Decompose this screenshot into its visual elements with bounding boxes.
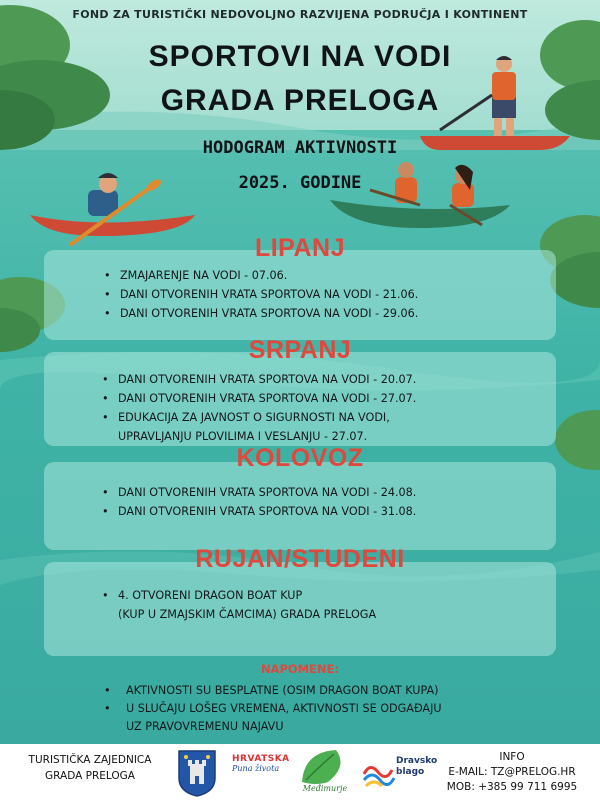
email-link[interactable]: E-MAIL: TZ@PRELOG.HR — [448, 766, 576, 778]
month-heading-sept-nov: RUJAN/STUDENI — [195, 545, 405, 573]
activity-list-sept-nov — [98, 586, 376, 624]
activity-list-june — [100, 266, 418, 323]
subtitle-line2: 2025. GODINE — [238, 173, 362, 193]
page-title-line2: GRADA PRELOGA — [160, 84, 440, 117]
list-item: • DANI OTVORENIH VRATA SPORTOVA NA VODI - 24.08. — [98, 483, 416, 502]
list-item: • DANI OTVORENIH VRATA SPORTOVA NA VODI - 29.06. — [100, 304, 418, 323]
leaf-icon — [298, 746, 352, 786]
month-heading-july: SRPANJ — [248, 336, 352, 364]
prelog-coat-of-arms-icon — [176, 748, 218, 798]
contact-info — [432, 750, 592, 795]
medimurje-wordmark: Međimurje — [302, 784, 348, 793]
medimurje-logo — [298, 746, 352, 798]
list-item-continuation: UPRAVLJANJU PLOVILIMA I VESLANJU - 27.07. — [118, 430, 368, 443]
list-item: • EDUKACIJA ZA JAVNOST O SIGURNOSTI NA VODI, — [98, 408, 416, 427]
list-item: • DANI OTVORENIH VRATA SPORTOVA NA VODI - 21.06. — [100, 285, 418, 304]
hrvatska-tagline: Puna života — [232, 764, 280, 773]
hrvatska-wordmark: HRVATSKA — [232, 754, 290, 764]
list-item: • DANI OTVORENIH VRATA SPORTOVA NA VODI - 20.07. — [98, 370, 416, 389]
month-heading-august: KOLOVOZ — [236, 444, 364, 472]
dravsko-swirl-icon — [360, 752, 396, 792]
note-item-continuation: UZ PRAVOVREMENU NAJAVU — [126, 720, 284, 733]
fund-banner: FOND ZA TURISTIČKI NEDOVOLJNO RAZVIJENA PODRUČJA I KONTINENT — [72, 8, 528, 21]
note-item: • AKTIVNOSTI SU BESPLATNE (OSIM DRAGON BOAT KUPA) — [104, 682, 442, 700]
organization-name — [10, 752, 170, 784]
list-item-continuation: (KUP U ZMAJSKIM ČAMCIMA) GRADA PRELOGA — [118, 608, 377, 621]
list-item: • ZMAJARENJE NA VODI - 07.06. — [100, 266, 418, 285]
dravsko-blago-logo — [360, 752, 440, 796]
phone-link[interactable]: MOB: +385 99 711 6995 — [446, 781, 578, 793]
dravsko-wordmark: Dravsko blago — [396, 756, 438, 777]
page-title-line1: SPORTOVI NA VODI — [148, 40, 452, 73]
activity-list-august — [98, 483, 416, 521]
info-title: INFO — [499, 751, 525, 763]
list-item: • DANI OTVORENIH VRATA SPORTOVA NA VODI - 31.08. — [98, 502, 416, 521]
notes-heading: NAPOMENE: — [260, 662, 340, 676]
list-item: • DANI OTVORENIH VRATA SPORTOVA NA VODI - 27.07. — [98, 389, 416, 408]
activity-list-july — [98, 370, 416, 446]
month-heading-june: LIPANJ — [254, 234, 346, 262]
org-line2: GRADA PRELOGA — [45, 770, 135, 782]
org-line1: TURISTIČKA ZAJEDNICA — [28, 754, 152, 766]
note-item: • U SLUČAJU LOŠEG VREMENA, AKTIVNOSTI SE ODGAĐAJU — [104, 700, 442, 718]
canoe — [330, 162, 510, 228]
footer — [0, 744, 600, 800]
subtitle-line1: HODOGRAM AKTIVNOSTI — [202, 138, 398, 158]
list-item: • 4. OTVORENI DRAGON BOAT KUP — [98, 586, 376, 605]
notes-list — [104, 682, 442, 736]
hrvatska-logo — [232, 754, 292, 773]
